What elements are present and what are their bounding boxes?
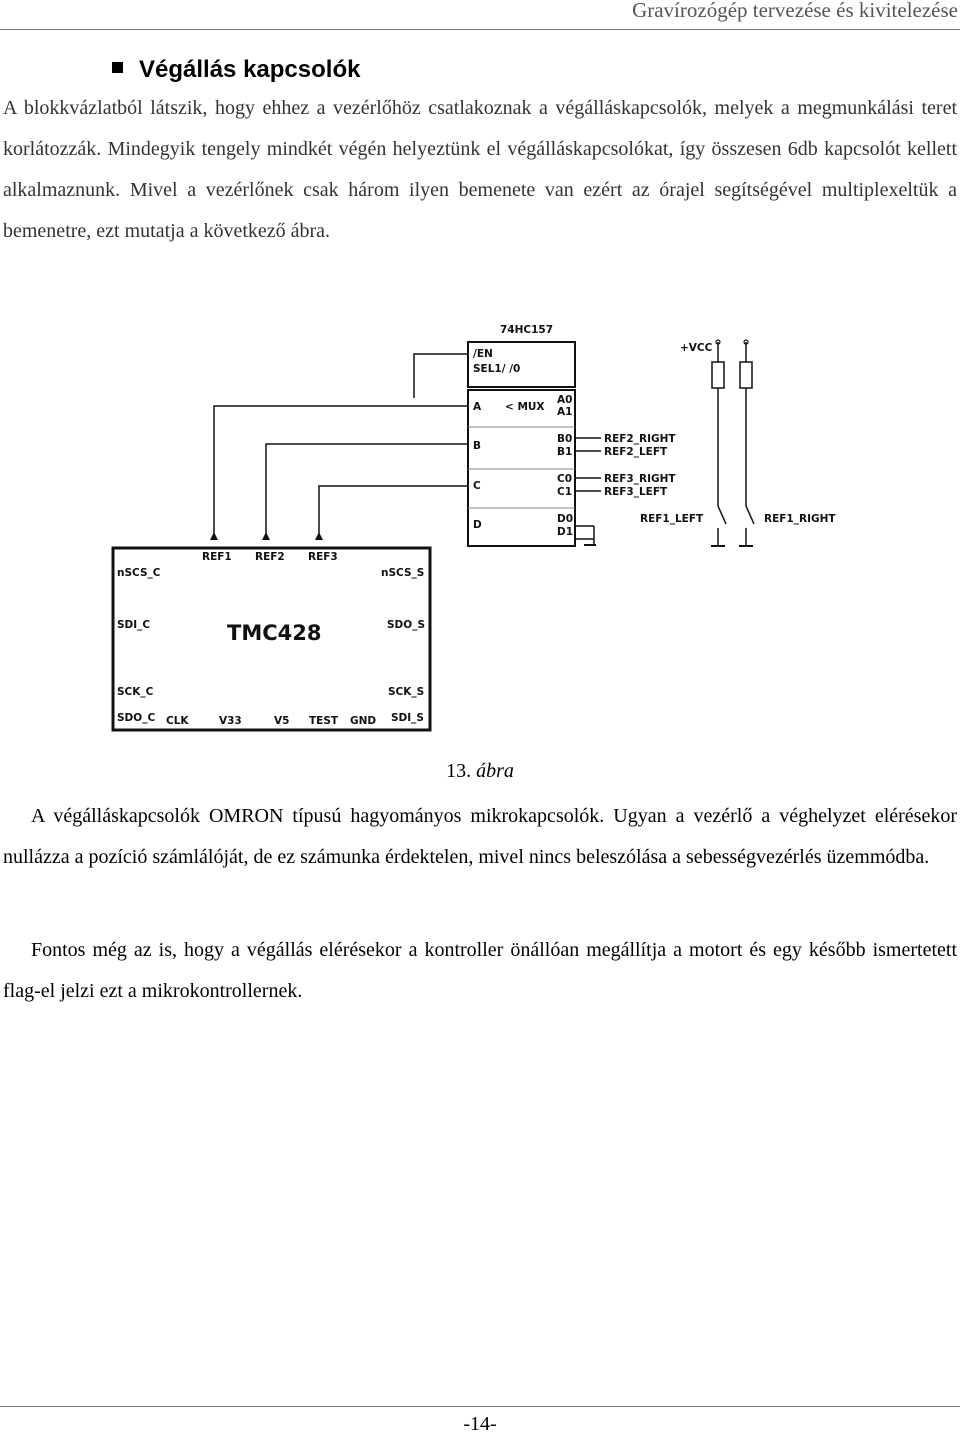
tmc-ref2-pin: REF2 [255,551,285,563]
mux-b1-pin: B1 [557,446,573,458]
tmc-sck-c-pin: SCK_C [117,686,154,698]
section-heading [112,56,360,84]
ref2-left-label: REF2_LEFT [604,446,668,458]
ref3-left-label: REF3_LEFT [604,486,668,498]
mux-d-pin: D [473,519,482,531]
ground-symbol [575,526,596,545]
mux-a0-pin: A0 [557,394,573,406]
vcc-label: +VCC [680,342,713,354]
tmc-name: TMC428 [227,621,322,645]
figure-caption-word: ábra [476,760,514,782]
ref3-right-label: REF3_RIGHT [604,473,676,485]
mux-a-pin: A [473,401,482,413]
mux-b0-pin: B0 [557,433,573,445]
mux-b-pin: B [473,440,482,452]
tmc-ref1-pin: REF1 [202,551,232,563]
tmc-nscs-c-pin: nSCS_C [117,567,161,579]
mux-en-pin: /EN [473,348,493,360]
tmc-sdo-c-pin: SDO_C [117,712,156,724]
mux-d0-pin: D0 [557,513,574,525]
tmc-v33-pin: V33 [219,715,242,727]
ref1-right-label: REF1_RIGHT [764,513,836,525]
tmc-sdi-s-pin: SDI_S [391,712,424,724]
mux-chip [468,324,575,546]
mux-name: 74HC157 [500,324,554,336]
figure-number: 13. [446,760,472,782]
tmc-v5-pin: V5 [274,715,290,727]
paragraph-flag: Fontos még az is, hogy a végállás elérésekor a kontroller önállóan megállítja a motort és egy később ismertetett flag-el jelzi ezt a mikrokontrollernek. [3,939,957,1002]
tmc-nscs-s-pin: nSCS_S [381,567,425,579]
paragraph-omron: A végálláskapcsolók OMRON típusú hagyományos mikrokapcsolók. Ugyan a vezérlő a véghelyzet elérésekor nullázza a pozíció számlálóját, de ez számunka érdektelen, mivel nincs beleszólása a sebességvezérlés üzemmódba. [3,805,957,868]
mux-c-pin: C [473,480,481,492]
square-bullet-icon [112,62,123,73]
paragraph-intro: A blokkvázlatból látszik, hogy ehhez a vezérlőhöz csatlakoznak a végálláskapcsolók, melyek a megmunkálási teret korlátozzák. Mindegyik tengely mindkét végén helyeztünk el végálláskapcsolókat, így összesen 6db kapcsolót kellett alkalmaznunk. Mivel a vezérlőnek csak három ilyen bemenete van ezért az órajel segítségével multiplexeltük a bemenetre, ezt mutatja a következő ábra. [3,97,957,242]
tmc-gnd-pin: GND [350,715,377,727]
resistor-icon [740,362,752,388]
tmc-sck-s-pin: SCK_S [388,686,425,698]
figure-caption [0,760,960,783]
header-rule [0,29,960,30]
mux-c0-pin: C0 [557,473,573,485]
tmc-test-pin: TEST [309,715,339,727]
switch-icon [718,506,726,524]
ref2-right-label: REF2_RIGHT [604,433,676,445]
tmc-chip [113,548,430,730]
tmc-sdo-s-pin: SDO_S [387,619,426,631]
ref1-left-label: REF1_LEFT [640,513,704,525]
tmc-sdi-c-pin: SDI_C [117,619,151,631]
footer-rule [0,1406,960,1407]
running-header: Gravírozógép tervezése és kivitelezése [632,0,958,22]
mux-sel-pin: SEL1/ /0 [473,363,521,375]
circuit-diagram [104,316,844,736]
resistor-icon [712,362,724,388]
ref-input-lines [575,433,676,498]
wiring [214,354,468,534]
mux-a1-pin: A1 [557,406,573,418]
section-title: Végállás kapcsolók [139,56,361,83]
tmc-clk-pin: CLK [166,715,189,727]
mux-arrow-label: < MUX [505,401,545,413]
switch-icon [746,506,754,524]
mux-d1-pin: D1 [557,526,574,538]
page-number: -14- [463,1413,497,1435]
tmc-ref3-pin: REF3 [308,551,338,563]
mux-c1-pin: C1 [557,486,573,498]
